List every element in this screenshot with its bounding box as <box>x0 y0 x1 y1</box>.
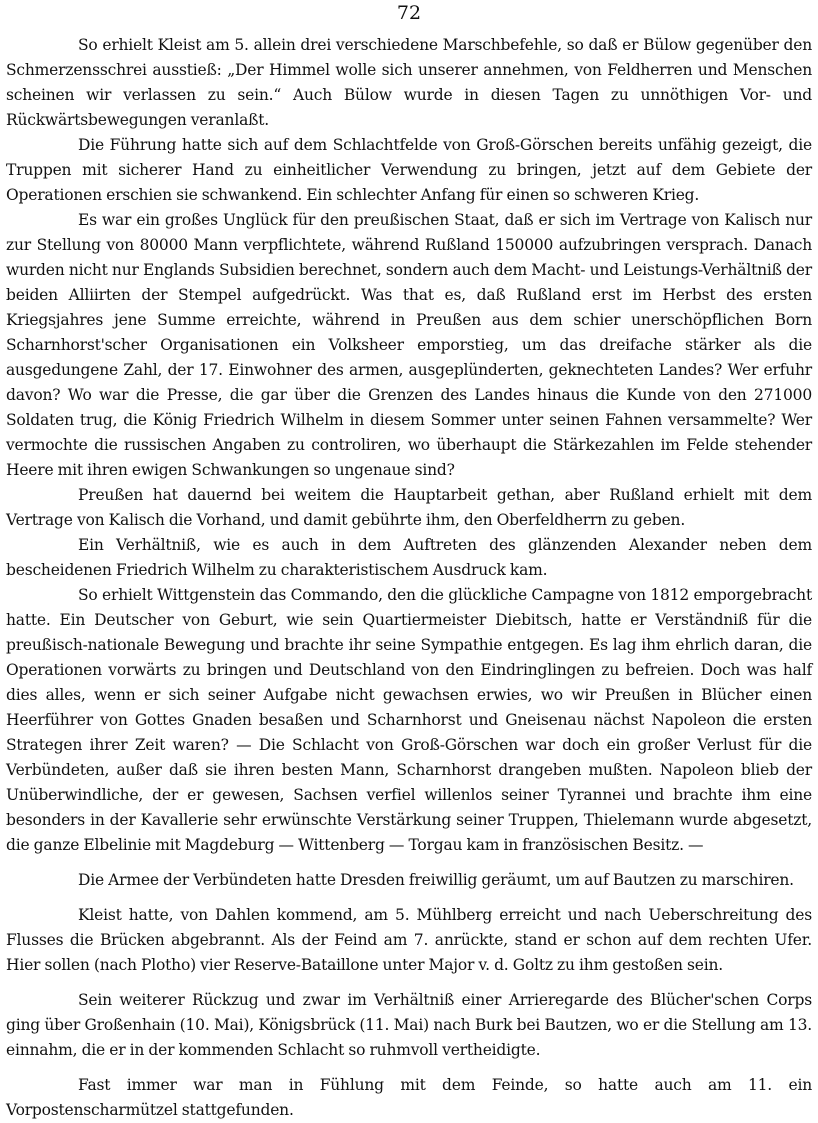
paragraph: So erhielt Kleist am 5. allein drei verschiedene Marschbefehle, so daß er Bülow gegenüber den Schmerzensschrei ausstieß: „Der Himmel wolle sich unserer annehmen, von Feldherren und Menschen scheinen wir verlassen zu sein.“ Auch Bülow wurde in diesen Tagen zu unnöthigen Vor- und Rückwärtsbewegungen veranlaßt. <box>6 36 812 129</box>
paragraph: Kleist hatte, von Dahlen kommend, am 5. Mühlberg erreicht und nach Ueberschreitung des Flusses die Brücken abgebrannt. Als der Feind am 7. anrückte, stand er schon auf dem rechten Ufer. Hier sollen (nach Plotho) vier Reserve-Bataillone unter Major v. d. Goltz zu ihm gestoßen sein. <box>6 906 812 974</box>
paragraph: Sein weiterer Rückzug und zwar im Verhältniß einer Arrieregarde des Blücher'schen Corps ging über Großenhain (10. Mai), Königsbrück (11. Mai) nach Burk bei Bautzen, wo er die Stellung am 13. einnahm, die er in der kommenden Schlacht so ruhmvoll vertheidigte. <box>6 991 812 1059</box>
paragraph: Es war ein großes Unglück für den preußischen Staat, daß er sich im Vertrage von Kalisch nur zur Stellung von 80000 Mann verpflichtete, während Rußland 150000 aufzubringen versprach. Danach wurden nicht nur Englands Subsidien berechnet, sondern auch dem Macht- und Leistungs-Verhältniß der beiden Alliirten der Stempel aufgedrückt. Was that es, daß Rußland erst im Herbst des ersten Kriegsjahres jene Summe erreichte, während in Preußen aus dem schier unerschöpflichen Born Scharnhorst'scher Organisationen ein Volksheer emporstieg, um das dreifache stärker als die ausgedungene Zahl, der 17. Einwohner des armen, ausgeplünderten, geknechteten Landes? Wer erfuhr davon? Wo war die Presse, die gar über die Grenzen des Landes hinaus die Kunde von den 271000 Soldaten trug, die König Friedrich Wilhelm in diesem Sommer unter seinen Fahnen versammelte? Wer vermochte die russischen Angaben zu controliren, wo überhaupt die Stärkezahlen im Felde stehender Heere mit ihren ewigen Schwankungen so ungenaue sind? <box>6 211 812 479</box>
paragraph: So erhielt Wittgenstein das Commando, den die glückliche Campagne von 1812 emporgebracht hatte. Ein Deutscher von Geburt, wie sein Quartiermeister Diebitsch, hatte er Verständniß für die preußisch-nationale Bewegung und brachte ihr seine Sympathie entgegen. Es lag ihm ehrlich daran, die Operationen vorwärts zu bringen und Deutschland von den Eindringlingen zu befreien. Doch was half dies alles, wenn er sich seiner Aufgabe nicht gewachsen erwies, wo wir Preußen in Blücher einen Heerführer von Gottes Gnaden besaßen und Scharnhorst und Gneisenau nächst Napoleon die ersten Strategen ihrer Zeit waren? — Die Schlacht von Groß-Görschen war doch ein großer Verlust für die Verbündeten, außer daß sie ihren besten Mann, Scharnhorst drangeben mußten. Napoleon blieb der Unüberwindliche, der er gewesen, Sachsen verfiel willenlos seiner Tyrannei und brachte ihm eine besonders in der Kavallerie sehr erwünschte Verstärkung seiner Truppen, Thielemann wurde abgesetzt, die ganze Elbelinie mit Magdeburg — Wittenberg — Torgau kam in französischen Besitz. — <box>6 586 812 854</box>
paragraph: Preußen hat dauernd bei weitem die Hauptarbeit gethan, aber Rußland erhielt mit dem Vertrage von Kalisch die Vorhand, und damit gebührte ihm, den Oberfeldherrn zu geben. <box>6 486 812 529</box>
page-number: 72 <box>396 2 422 24</box>
paragraph: Die Führung hatte sich auf dem Schlachtfelde von Groß-Görschen bereits unfähig gezeigt, die Truppen mit sicherer Hand zu einheitlicher Verwendung zu bringen, jetzt auf dem Gebiete der Operationen erschien sie schwankend. Ein schlechter Anfang für einen so schweren Krieg. <box>6 136 812 204</box>
paragraph: Die Armee der Verbündeten hatte Dresden freiwillig geräumt, um auf Bautzen zu marschiren. <box>78 871 794 889</box>
paragraph: Fast immer war man in Fühlung mit dem Feinde, so hatte auch am 11. ein Vorpostenscharmützel stattgefunden. <box>6 1076 812 1119</box>
paragraph: Ein Verhältniß, wie es auch in dem Auftreten des glänzenden Alexander neben dem bescheidenen Friedrich Wilhelm zu charakteristischem Ausdruck kam. <box>6 536 812 579</box>
body-text <box>6 33 812 1123</box>
